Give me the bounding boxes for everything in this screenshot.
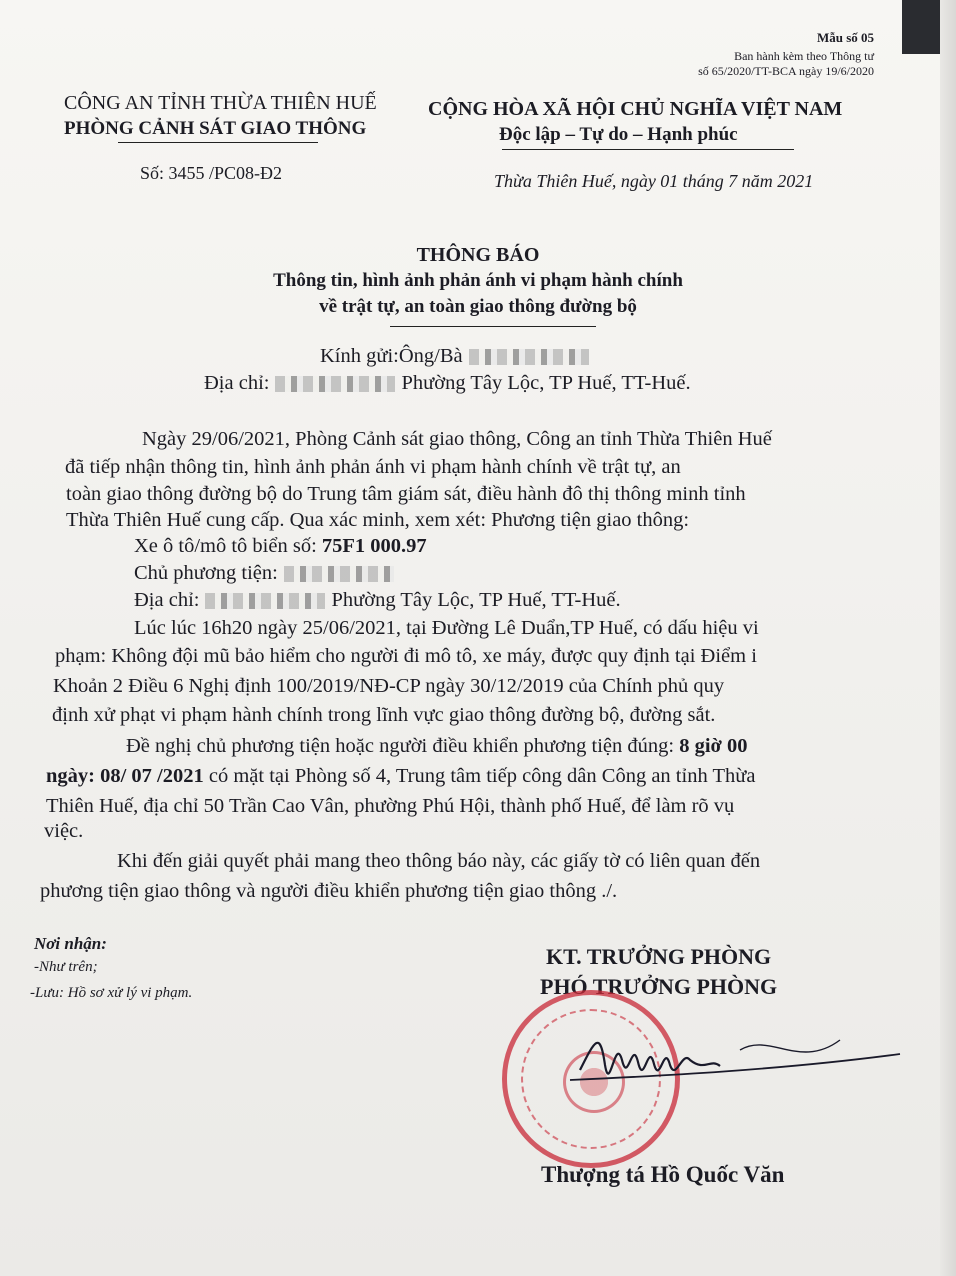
agency-parent: CÔNG AN TỈNH THỪA THIÊN HUẾ bbox=[64, 92, 377, 114]
form-circular-line: số 65/2020/TT-BCA ngày 19/6/2020 bbox=[698, 64, 874, 78]
appointment-place: có mặt tại Phòng số 4, Trung tâm tiếp công dân Công an tỉnh Thừa bbox=[208, 765, 756, 787]
para3-line1 bbox=[126, 735, 748, 758]
country-name: CỘNG HÒA XÃ HỘI CHỦ NGHĨA VIỆT NAM bbox=[428, 98, 843, 120]
form-number: Mẫu số 05 bbox=[816, 30, 874, 45]
para1-line1: Ngày 29/06/2021, Phòng Cảnh sát giao thông, Công an tỉnh Thừa Thiên Huế bbox=[142, 428, 772, 450]
agency-underline bbox=[118, 142, 318, 143]
para2-line4: định xử phạt vi phạm hành chính trong lĩnh vực giao thông đường bộ, đường sắt. bbox=[52, 704, 716, 726]
para4-line1: Khi đến giải quyết phải mang theo thông báo này, các giấy tờ có liên quan đến bbox=[117, 850, 761, 872]
redacted-name bbox=[469, 349, 589, 365]
document-subtitle-2: về trật tự, an toàn giao thông đường bộ bbox=[319, 296, 637, 317]
para3-request: Đề nghị chủ phương tiện hoặc người điều khiển phương tiện đúng: bbox=[126, 735, 675, 757]
motto-underline bbox=[502, 149, 794, 150]
recipient-address-line bbox=[204, 372, 691, 395]
plate-number: 75F1 000.97 bbox=[321, 535, 427, 557]
owner-address-value: Phường Tây Lộc, TP Huế, TT-Huế. bbox=[331, 589, 621, 611]
owner-line bbox=[134, 562, 400, 585]
para4-line2: phương tiện giao thông và người điều khiển phương tiện giao thông ./. bbox=[40, 880, 618, 902]
address-label: Địa chỉ: bbox=[204, 372, 270, 394]
signer-title-2: PHÓ TRƯỞNG PHÒNG bbox=[540, 974, 778, 999]
recipient-greeting: Kính gửi:Ông/Bà bbox=[320, 345, 463, 367]
country-motto: Độc lập – Tự do – Hạnh phúc bbox=[499, 124, 738, 145]
owner-label: Chủ phương tiện: bbox=[134, 562, 278, 584]
handwritten-signature bbox=[540, 1010, 920, 1120]
recipients-heading: Nơi nhận: bbox=[34, 934, 107, 953]
appointment-date: 08/ 07 /2021 bbox=[100, 765, 204, 787]
para1-line3: toàn giao thông đường bộ do Trung tâm giám sát, điều hành đô thị thông minh tỉnh bbox=[66, 483, 746, 505]
owner-address-line bbox=[134, 589, 621, 612]
owner-address-label: Địa chỉ: bbox=[134, 589, 200, 611]
recipient-item-2: -Lưu: Hồ sơ xử lý vi phạm. bbox=[30, 985, 193, 1001]
plate-line bbox=[134, 535, 427, 558]
plate-label: Xe ô tô/mô tô biển số: bbox=[134, 535, 317, 557]
para3-line4: việc. bbox=[44, 820, 84, 842]
document-date: Thừa Thiên Huế, ngày 01 tháng 7 năm 2021 bbox=[494, 171, 814, 191]
document-subtitle-1: Thông tin, hình ảnh phản ánh vi phạm hành chính bbox=[273, 270, 683, 291]
para3-line3: Thiên Huế, địa chỉ 50 Trần Cao Vân, phường Phú Hội, thành phố Huế, để làm rõ vụ bbox=[46, 795, 735, 817]
para3-line2 bbox=[46, 765, 755, 788]
redacted-owner bbox=[284, 566, 394, 582]
para2-line1: Lúc lúc 16h20 ngày 25/06/2021, tại Đường Lê Duẩn,TP Huế, có dấu hiệu vi bbox=[134, 617, 759, 639]
para2-line3: Khoản 2 Điều 6 Nghị định 100/2019/NĐ-CP ngày 30/12/2019 của Chính phủ quy bbox=[53, 675, 725, 697]
signer-title-1: KT. TRƯỞNG PHÒNG bbox=[546, 944, 772, 969]
paper-edge bbox=[940, 0, 956, 1276]
appointment-date-label: ngày: bbox=[46, 765, 95, 787]
para1-line2: đã tiếp nhận thông tin, hình ảnh phản ánh vi phạm hành chính về trật tự, an bbox=[65, 456, 681, 478]
agency-name: PHÒNG CẢNH SÁT GIAO THÔNG bbox=[64, 118, 367, 139]
title-underline bbox=[390, 326, 596, 327]
redacted-address bbox=[275, 376, 395, 392]
recipient-line bbox=[320, 345, 595, 368]
address-value: Phường Tây Lộc, TP Huế, TT-Huế. bbox=[401, 372, 691, 394]
recipient-item-1: -Như trên; bbox=[34, 959, 98, 975]
form-issued-line: Ban hành kèm theo Thông tư bbox=[734, 49, 874, 63]
document-number: Số: 3455 /PC08-Đ2 bbox=[140, 163, 283, 183]
document-title: THÔNG BÁO bbox=[416, 244, 540, 266]
signer-name: Thượng tá Hồ Quốc Văn bbox=[541, 1162, 785, 1187]
para1-line4: Thừa Thiên Huế cung cấp. Qua xác minh, xem xét: Phương tiện giao thông: bbox=[66, 509, 690, 531]
appointment-time: 8 giờ 00 bbox=[679, 735, 748, 757]
redacted-owner-address bbox=[205, 593, 325, 609]
para2-line2: phạm: Không đội mũ bảo hiểm cho người đi mô tô, xe máy, được quy định tại Điểm i bbox=[55, 645, 757, 667]
